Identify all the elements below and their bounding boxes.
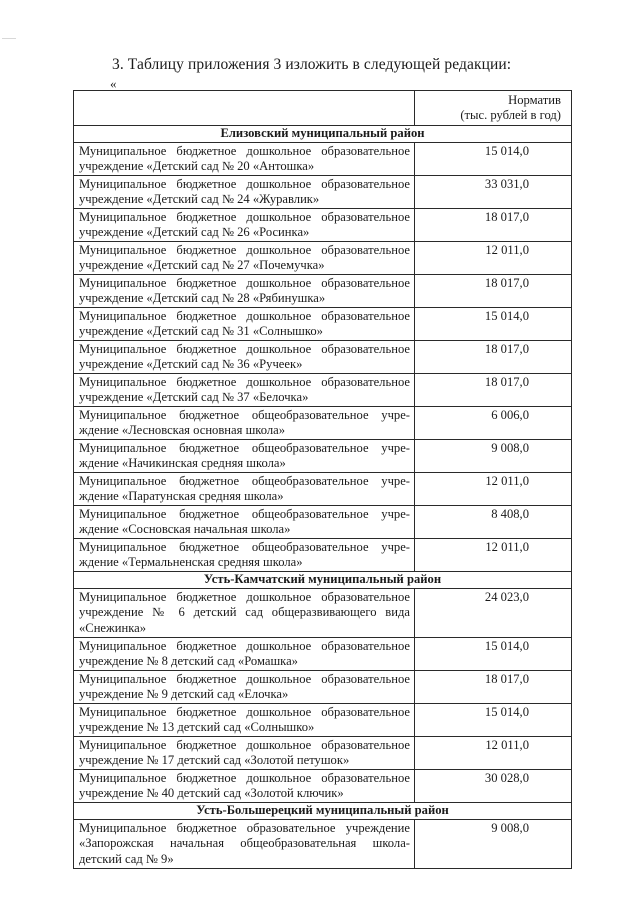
normative-value-cell: 18 017,0 bbox=[415, 374, 572, 407]
table-row bbox=[74, 737, 572, 770]
organization-name-line: учреждение № 8 детский сад «Ромашка» bbox=[79, 654, 298, 669]
table-row bbox=[74, 143, 572, 176]
normative-value-cell: 9 008,0 bbox=[415, 440, 572, 473]
header-cell-normative bbox=[415, 91, 572, 126]
normative-value-cell: 24 023,0 bbox=[415, 589, 572, 638]
table-row bbox=[74, 308, 572, 341]
organization-name-line: Муниципальное бюджетное дошкольное образовательное bbox=[79, 342, 410, 356]
organization-name-cell bbox=[74, 704, 415, 737]
header-normative-title: Норматив bbox=[508, 93, 561, 107]
organization-name-line: Муниципальное бюджетное общеобразовательное учре- bbox=[79, 540, 410, 554]
organization-name-line: ждение «Лесновская основная школа» bbox=[79, 423, 286, 438]
table-row bbox=[74, 176, 572, 209]
normative-value-cell: 15 014,0 bbox=[415, 704, 572, 737]
organization-name-line: детский сад № 9» bbox=[79, 851, 174, 866]
organization-name-line: Муниципальное бюджетное общеобразовательное учре- bbox=[79, 474, 410, 488]
organization-name-line: учреждение № 9 детский сад «Елочка» bbox=[79, 687, 289, 702]
organization-name-line: Муниципальное бюджетное дошкольное образовательное bbox=[79, 672, 410, 686]
opening-quote: « bbox=[110, 76, 117, 91]
organization-name-line: учреждение «Детский сад № 37 «Белочка» bbox=[79, 390, 309, 405]
organization-name-line: Муниципальное бюджетное дошкольное образовательное bbox=[79, 309, 410, 323]
table-row bbox=[74, 704, 572, 737]
organization-name-cell bbox=[74, 440, 415, 473]
organization-name-line: Муниципальное бюджетное общеобразовательное учре- bbox=[79, 441, 410, 455]
normative-value-cell: 12 011,0 bbox=[415, 737, 572, 770]
normative-value-cell: 18 017,0 bbox=[415, 341, 572, 374]
section-title: Елизовский муниципальный район bbox=[74, 126, 572, 143]
scan-mark bbox=[2, 38, 16, 39]
table-row bbox=[74, 770, 572, 803]
normatives-table bbox=[73, 90, 572, 869]
table-row bbox=[74, 539, 572, 572]
organization-name-line: Муниципальное бюджетное дошкольное образовательное bbox=[79, 590, 410, 604]
table-row bbox=[74, 589, 572, 638]
organization-name-line: «Снежинка» bbox=[79, 620, 147, 635]
organization-name-line: «Запорожская начальная общеобразовательная школа- bbox=[79, 836, 410, 851]
table-row bbox=[74, 506, 572, 539]
organization-name-line: ждение «Паратунская средняя школа» bbox=[79, 489, 284, 504]
organization-name-cell bbox=[74, 737, 415, 770]
organization-name-cell bbox=[74, 209, 415, 242]
normative-value-cell: 15 014,0 bbox=[415, 638, 572, 671]
organization-name-line: учреждение «Детский сад № 36 «Ручеек» bbox=[79, 357, 303, 372]
table-row bbox=[74, 374, 572, 407]
organization-name-cell bbox=[74, 638, 415, 671]
organization-name-line: Муниципальное бюджетное дошкольное образовательное bbox=[79, 375, 410, 389]
organization-name-cell bbox=[74, 374, 415, 407]
organization-name-line: Муниципальное бюджетное дошкольное образовательное bbox=[79, 771, 410, 785]
section-title: Усть-Большерецкий муниципальный район bbox=[74, 803, 572, 820]
organization-name-line: учреждение № 6 детский сад общеразвивающего вида bbox=[79, 605, 410, 620]
header-cell-organization bbox=[74, 91, 415, 126]
table-header-row bbox=[74, 91, 572, 126]
normative-value-cell: 12 011,0 bbox=[415, 539, 572, 572]
organization-name-cell bbox=[74, 275, 415, 308]
section-row bbox=[74, 572, 572, 589]
organization-name-line: Муниципальное бюджетное дошкольное образовательное bbox=[79, 177, 410, 191]
organization-name-line: ждение «Термальненская средняя школа» bbox=[79, 555, 303, 570]
table-row bbox=[74, 440, 572, 473]
section-row bbox=[74, 126, 572, 143]
organization-name-cell bbox=[74, 176, 415, 209]
organization-name-cell bbox=[74, 473, 415, 506]
table-row bbox=[74, 407, 572, 440]
normative-value-cell: 9 008,0 bbox=[415, 820, 572, 869]
organization-name-cell bbox=[74, 308, 415, 341]
section-row bbox=[74, 803, 572, 820]
organization-name-line: Муниципальное бюджетное дошкольное образовательное bbox=[79, 243, 410, 257]
organization-name-cell bbox=[74, 589, 415, 638]
normative-value-cell: 8 408,0 bbox=[415, 506, 572, 539]
normative-value-cell: 33 031,0 bbox=[415, 176, 572, 209]
normative-value-cell: 12 011,0 bbox=[415, 473, 572, 506]
organization-name-line: учреждение № 40 детский сад «Золотой ключик» bbox=[79, 786, 344, 801]
organization-name-cell bbox=[74, 341, 415, 374]
intro-paragraph: 3. Таблицу приложения 3 изложить в следующей редакции: bbox=[112, 56, 512, 73]
organization-name-cell bbox=[74, 539, 415, 572]
section-title: Усть-Камчатский муниципальный район bbox=[74, 572, 572, 589]
organization-name-cell bbox=[74, 143, 415, 176]
organization-name-line: Муниципальное бюджетное дошкольное образовательное bbox=[79, 738, 410, 752]
organization-name-line: Муниципальное бюджетное общеобразовательное учре- bbox=[79, 408, 410, 422]
organization-name-cell bbox=[74, 820, 415, 869]
organization-name-line: Муниципальное бюджетное общеобразовательное учре- bbox=[79, 507, 410, 521]
organization-name-cell bbox=[74, 671, 415, 704]
table-row bbox=[74, 473, 572, 506]
table-row bbox=[74, 209, 572, 242]
normative-value-cell: 15 014,0 bbox=[415, 143, 572, 176]
normative-value-cell: 12 011,0 bbox=[415, 242, 572, 275]
organization-name-line: Муниципальное бюджетное дошкольное образовательное bbox=[79, 144, 410, 158]
organization-name-line: учреждение «Детский сад № 24 «Журавлик» bbox=[79, 192, 320, 207]
organization-name-line: учреждение «Детский сад № 20 «Антошка» bbox=[79, 159, 315, 174]
normative-value-cell: 15 014,0 bbox=[415, 308, 572, 341]
table-row bbox=[74, 820, 572, 869]
organization-name-line: Муниципальное бюджетное дошкольное образовательное bbox=[79, 639, 410, 653]
table-row bbox=[74, 275, 572, 308]
organization-name-cell bbox=[74, 242, 415, 275]
organization-name-line: ждение «Сосновская начальная школа» bbox=[79, 522, 291, 537]
organization-name-line: учреждение № 17 детский сад «Золотой петушок» bbox=[79, 753, 350, 768]
organization-name-line: Муниципальное бюджетное образовательное учреждение bbox=[79, 821, 410, 835]
organization-name-line: Муниципальное бюджетное дошкольное образовательное bbox=[79, 210, 410, 224]
normative-value-cell: 6 006,0 bbox=[415, 407, 572, 440]
table-row bbox=[74, 242, 572, 275]
organization-name-line: учреждение № 13 детский сад «Солнышко» bbox=[79, 720, 315, 735]
organization-name-line: Муниципальное бюджетное дошкольное образовательное bbox=[79, 705, 410, 719]
normative-value-cell: 18 017,0 bbox=[415, 671, 572, 704]
organization-name-cell bbox=[74, 407, 415, 440]
organization-name-line: учреждение «Детский сад № 28 «Рябинушка» bbox=[79, 291, 326, 306]
header-normative-unit: (тыс. рублей в год) bbox=[460, 108, 561, 123]
normative-value-cell: 18 017,0 bbox=[415, 275, 572, 308]
table-row bbox=[74, 638, 572, 671]
table-row bbox=[74, 671, 572, 704]
organization-name-cell bbox=[74, 506, 415, 539]
normative-value-cell: 30 028,0 bbox=[415, 770, 572, 803]
organization-name-line: Муниципальное бюджетное дошкольное образовательное bbox=[79, 276, 410, 290]
organization-name-line: учреждение «Детский сад № 27 «Почемучка» bbox=[79, 258, 325, 273]
organization-name-line: учреждение «Детский сад № 26 «Росинка» bbox=[79, 225, 310, 240]
normative-value-cell: 18 017,0 bbox=[415, 209, 572, 242]
table-row bbox=[74, 341, 572, 374]
organization-name-cell bbox=[74, 770, 415, 803]
organization-name-line: учреждение «Детский сад № 31 «Солнышко» bbox=[79, 324, 323, 339]
organization-name-line: ждение «Начикинская средняя школа» bbox=[79, 456, 286, 471]
